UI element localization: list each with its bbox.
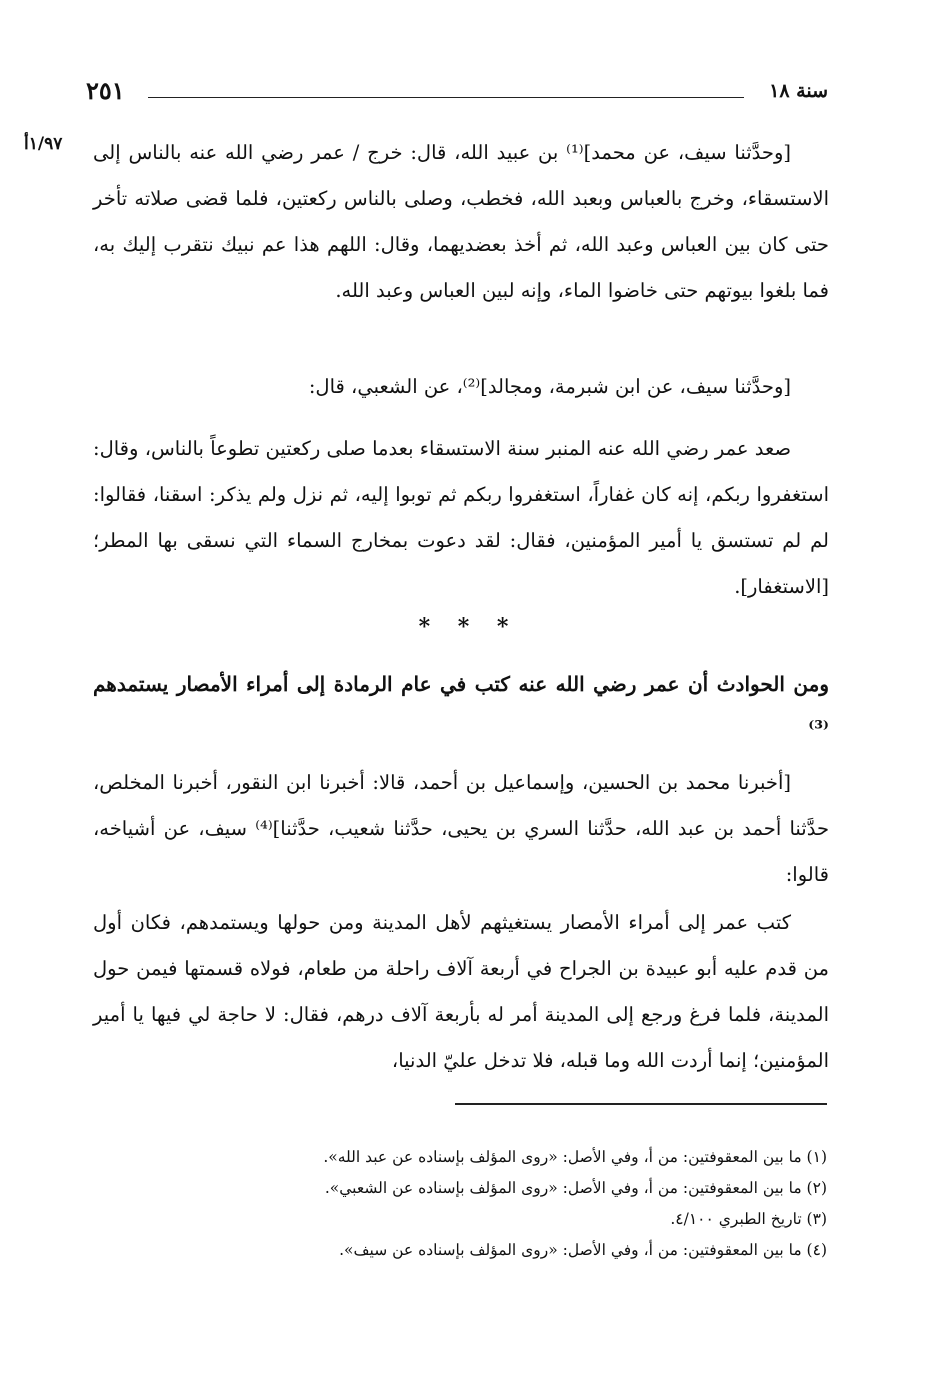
paragraph: [أخبرنا محمد بن الحسين، وإسماعيل بن أحمد، قالا: أخبرنا ابن النقور، أخبرنا المخلص، حدَّثنا أحمد بن عبد الله، حدَّثنا السري بن يحيى، حدَّثنا شعيب، حدَّثنا]⁽⁴⁾ سيف، عن أشياخه، قالوا: (93, 771, 830, 886)
running-head-rule (148, 97, 744, 98)
paragraph: كتب عمر إلى أمراء الأمصار يستغيثهم لأهل المدينة ومن حولها ويستمدهم، فكان أول من قدم عليه أبو عبيدة بن الجراح في أربعة آلاف راحلة من طعام، فولاه قسمتها فيمن حول المدينة، فلما فرغ ورجع إلى المدينة أمر له بأربعة آلاف درهم، فقال: لا حاجة لي فيها يا أمير المؤمنين؛ إنما أردت الله وما قبله، فلا تدخل عليّ الدنيا، (93, 911, 829, 1072)
footnote-1: (١) ما بين المعقوفتين: من أ، وفي الأصل: «روى المؤلف بإسناده عن عبد الله». (323, 1148, 827, 1166)
running-head-year: سنة ١٨ (769, 80, 828, 102)
margin-note: ١/٩٧أ (24, 134, 63, 154)
paragraph-block-2 (93, 364, 829, 410)
paragraph: صعد عمر رضي الله عنه المنبر سنة الاستسقاء بعدما صلى ركعتين تطوعاً بالناس، وقال: استغفروا ربكم، إنه كان غفاراً، استغفروا ربكم ثم توبوا إليه، ثم نزل ولم يذكر: اسقنا، فقالوا: لم لم تستسق يا أمير المؤمنين، فقال: لقد دعوت بمخارج السماء التي نسقى بها المطر؛ [الاستغفار]. (93, 437, 829, 598)
paragraph: [وحدَّثنا سيف، عن ابن شبرمة، ومجالد]⁽²⁾، عن الشعبي، قال: (308, 375, 791, 398)
page-number: ٢٥١ (86, 76, 125, 105)
paragraph: [وحدَّثنا سيف، عن محمد]⁽¹⁾ بن عبيد الله، قال: خرج / عمر رضي الله عنه بالناس إلى الاستسقاء، وخرج بالعباس وبعبد الله، فخطب، وصلى بالناس ركعتين، فلما قضى صلاته تأخر حتى كان بين العباس وعبد الله، ثم أخذ بعضديهما، وقال: اللهم هذا عم نبيك نتقرب إليك به، فما بلغوا بيوتهم حتى خاضوا الماء، وإنه لبين العباس وعبد الله. (93, 141, 829, 302)
footnote-2: (٢) ما بين المعقوفتين: من أ، وفي الأصل: «روى المؤلف بإسناده عن الشعبي». (324, 1179, 827, 1197)
footnote-3: (٣) تاريخ الطبري ٤/١٠٠. (670, 1210, 827, 1228)
footnote-4: (٤) ما بين المعقوفتين: من أ، وفي الأصل: «روى المؤلف بإسناده عن سيف». (339, 1241, 827, 1259)
paragraph-block-5 (93, 900, 829, 1084)
paragraph-block-4 (93, 760, 829, 898)
footnote-rule (455, 1103, 827, 1105)
running-head (86, 76, 828, 112)
section-heading: ومن الحوادث أن عمر رضي الله عنه كتب في عام الرمادة إلى أمراء الأمصار يستمدهم ⁽³⁾ (93, 672, 829, 740)
footnotes (91, 1142, 827, 1266)
paragraph-block-1 (93, 130, 829, 314)
paragraph-block-3 (93, 426, 829, 610)
section-separator: * * * (418, 614, 519, 640)
